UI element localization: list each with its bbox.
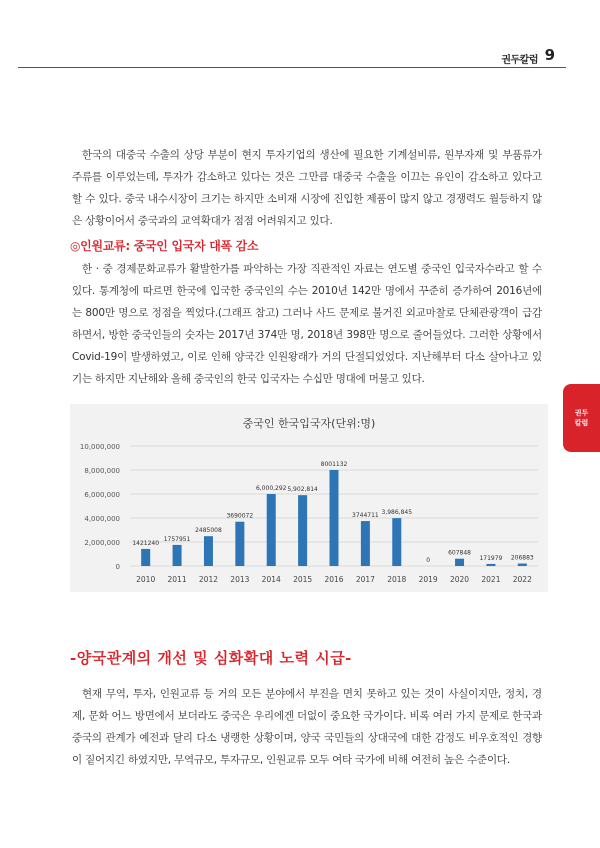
x-tick-label: 2013: [230, 575, 250, 584]
data-label-2022: 206883: [510, 554, 534, 562]
body-paragraph-2: 한 · 중 경제문화교류가 활발한가를 파악하는 가장 직관적인 자료는 연도별 중국인 입국자수라고 할 수 있다. 통계청에 따르면 한국에 입국한 중국인의 수는 2010년 142만 명에서 꾸준히 증가하여 2016년에는 800만 명으로 정점을 찍었다.(그래프 참고) 그러나 사드 문제로 불거진 외교마찰로 단체관광객이 급감하면서, 방한 중국인들의 숫자는 2017년 374만 명, 2018년 398만 명으로 줄어들었다. 그러한 상황에서 Covid-19이 발생하였고, 이로 인해 양국간 인원왕래가 거의 단절되었었다. 지난해부터 다소 살아나고 있기는 하지만 지난해와 올해 중국인의 한국 입국자는 수십만 명대에 머물고 있다.: [72, 263, 542, 385]
data-label-2021: 171979: [479, 554, 503, 562]
chart-title: 중국인 한국입국자(단위:명): [242, 417, 376, 430]
data-label-2017: 3744711: [352, 512, 379, 520]
x-tick-label: 2018: [387, 575, 407, 584]
x-tick-label: 2021: [481, 575, 501, 584]
data-label-2012: 2485008: [195, 527, 222, 535]
side-section-tab: [563, 384, 600, 452]
bar-2013: [235, 522, 244, 566]
x-tick-label: 2017: [355, 575, 375, 584]
chart-canvas: [70, 404, 548, 592]
bar-2012: [204, 536, 213, 566]
data-label-2010: 1421240: [132, 539, 160, 547]
data-label-2019: 0: [426, 557, 431, 564]
section-heading-relations: -양국관계의 개선 및 심화확대 노력 시급-: [70, 649, 352, 667]
chart-x-axis: [136, 575, 532, 584]
data-label-2015: 5,902,814: [287, 486, 318, 494]
data-label-2014: 6,000,292: [255, 484, 287, 492]
y-tick-label: 4,000,000: [84, 515, 120, 523]
page-header: [0, 0, 600, 70]
x-tick-label: 2011: [167, 575, 187, 584]
data-label-2020: 607848: [448, 549, 471, 557]
data-label-2016: 8001132: [320, 460, 348, 468]
y-tick-label: 6,000,000: [84, 491, 120, 499]
section-heading-people-exchange: ◎인원교류: 중국인 입국자 대폭 감소: [70, 239, 259, 253]
chart-y-axis: [80, 443, 120, 571]
header-section-label: 권두칼럼: [501, 55, 538, 66]
bar-2020: [455, 559, 464, 566]
x-tick-label: 2022: [512, 575, 532, 584]
y-tick-label: 2,000,000: [84, 539, 120, 547]
bar-2022: [518, 564, 527, 566]
data-label-2011: 1757951: [163, 535, 191, 543]
entrants-bar-chart: [70, 404, 548, 592]
side-tab-line1: 권두: [574, 409, 589, 417]
bar-2021: [486, 564, 495, 566]
x-tick-label: 2012: [198, 575, 219, 584]
x-tick-label: 2019: [418, 575, 438, 584]
data-label-2018: 3,986,845: [381, 509, 413, 517]
bar-2011: [173, 545, 182, 566]
bar-2014: [267, 494, 276, 566]
data-label-2013: 3690072: [226, 512, 254, 520]
x-tick-label: 2016: [324, 575, 344, 584]
y-tick-label: 0: [115, 563, 120, 571]
bar-2010: [141, 549, 150, 566]
x-tick-label: 2015: [293, 575, 313, 584]
bar-2018: [392, 518, 401, 566]
x-tick-label: 2010: [136, 575, 156, 584]
x-tick-label: 2020: [449, 575, 470, 584]
page-number: 9: [544, 46, 555, 64]
y-tick-label: 10,000,000: [79, 443, 120, 451]
side-tab-line2: 칼럼: [574, 419, 589, 427]
bar-2016: [330, 470, 339, 566]
body-paragraph-1: 한국의 대중국 수출의 상당 부분이 현지 투자기업의 생산에 필요한 기계설비류, 원부자재 및 부품류가 주류를 이루었는데, 투자가 감소하고 있다는 것은 그만큼 대중국 수출을 이끄는 유인이 감소하고 있다고 할 수 있다. 중국 내수시장이 크기는 하지만 소비재 시장에 진입한 제품이 많지 않고 경쟁력도 월등하지 않은 상황이어서 중국과의 교역확대가 점점 어려워지고 있다.: [72, 149, 542, 227]
bar-2017: [361, 521, 370, 566]
x-tick-label: 2014: [261, 575, 281, 584]
bar-2015: [298, 495, 307, 566]
body-paragraph-3: 현재 무역, 투자, 인원교류 등 거의 모든 분야에서 부진을 면치 못하고 있는 것이 사실이지만, 정치, 경제, 문화 어느 방면에서 보더라도 중국은 우리에겐 더없이 중요한 국가이다. 비록 여러 가지 문제로 한국과 중국의 관계가 예전과 달리 다소 냉랭한 상황이며, 양국 국민들의 상대국에 대한 감정도 비우호적인 경향이 짙어지긴 하였지만, 무역규모, 투자규모, 인원교류 모두 여타 국가에 비해 여전히 높은 수준이다.: [72, 688, 542, 766]
y-tick-label: 8,000,000: [84, 467, 120, 475]
header-divider: [18, 67, 566, 68]
